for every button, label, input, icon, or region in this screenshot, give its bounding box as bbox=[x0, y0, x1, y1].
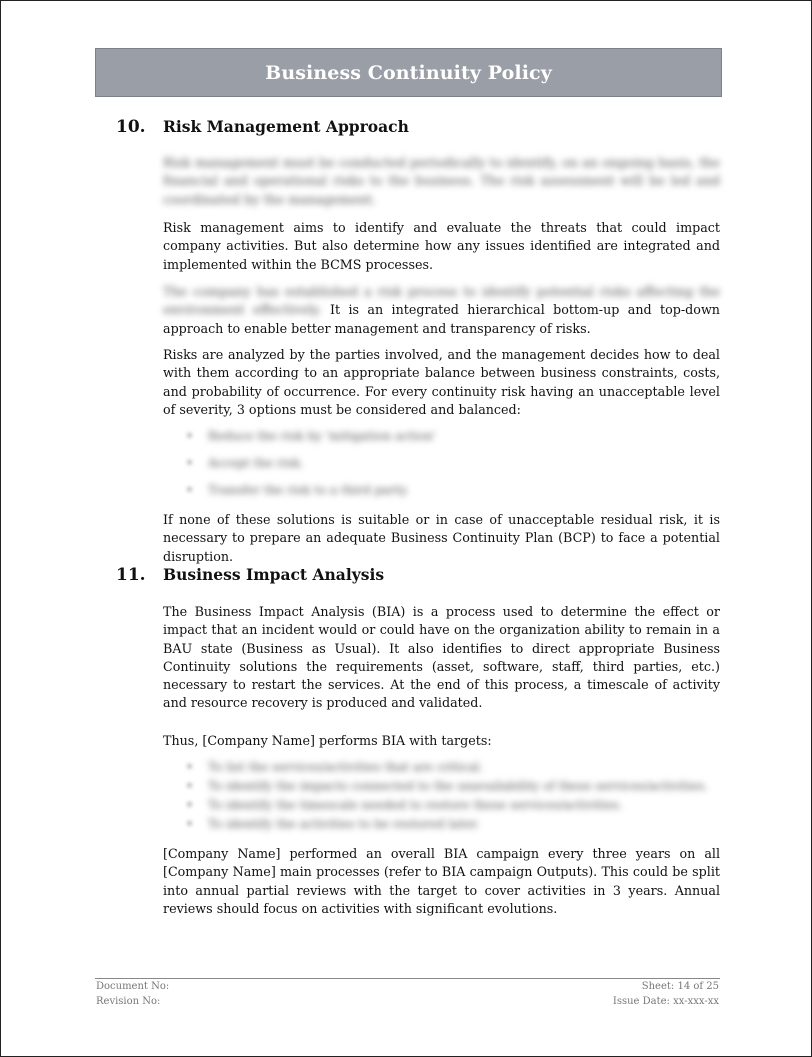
body-paragraph: The Business Impact Analysis (BIA) is a process used to determine the effect or impact that an incident would or could have on the organization ability to remain in a BAU state (Business as Usual). It also identifies to direct appropriate Business Continuity solutions the requirements (asset, software, staff, third parties, etc.) necessary to restart the services. At the end of this process, a timescale of activity and resource recovery is produced and validated. bbox=[163, 604, 720, 711]
blurred-bullet-list bbox=[186, 429, 716, 510]
blurred-paragraph: Risk management must be conducted periodically to identify, on an ongoing basis, the financial and operational risks to the business. The risk assessment will be led and coordinated by the management. bbox=[163, 155, 720, 207]
list-item: • To identify the activities to be restored later. bbox=[186, 817, 480, 831]
list-item: • To list the services/activities that are critical. bbox=[186, 760, 484, 774]
body-paragraph: Risks are analyzed by the parties involved, and the management decides how to deal with them according to an appropriate balance between business constraints, costs, and probability of occurrence. For every continuity risk having an unacceptable level of severity, 3 options must be considered and balanced: bbox=[163, 347, 720, 417]
blurred-text: The company has established a risk process to identify potential risks affecting the environment effectively. bbox=[163, 284, 720, 318]
section-number: 11. bbox=[116, 565, 146, 585]
body-paragraph: Risk management aims to identify and evaluate the threats that could impact company activities. But also determine how any issues identified are integrated and implemented within the BCMS processes. bbox=[163, 220, 720, 272]
body-paragraph: Thus, [Company Name] performs BIA with targets: bbox=[163, 733, 492, 748]
list-item: • Accept the risk. bbox=[186, 456, 304, 470]
visible-text: It is an integrated hierarchical bottom-up and top-down approach to enable better management and transparency of risks. bbox=[163, 302, 720, 336]
bullet-icon: • bbox=[186, 798, 194, 812]
list-item: • Transfer the risk to a third party. bbox=[186, 483, 410, 497]
bullet-icon: • bbox=[186, 817, 194, 831]
body-paragraph: [Company Name] performed an overall BIA campaign every three years on all [Company Name] main processes (refer to BIA campaign Outputs). This could be split into annual partial reviews with the target to cover activities in 3 years. Annual reviews should focus on activities with significant evolutions. bbox=[163, 846, 720, 916]
bullet-icon: • bbox=[186, 483, 194, 497]
footer-sheet-number: Sheet: 14 of 25 bbox=[641, 981, 719, 992]
list-item: • To identify the impacts connected to the unavailability of these services/activities. bbox=[186, 779, 708, 793]
bullet-icon: • bbox=[186, 456, 194, 470]
footer-revision-no: Revision No: bbox=[96, 996, 161, 1007]
blurred-bullet-list bbox=[186, 760, 716, 836]
bullet-icon: • bbox=[186, 760, 194, 774]
section-10-heading bbox=[116, 117, 409, 137]
list-item: • To identify the timescale needed to restore these services/activities. bbox=[186, 798, 623, 812]
body-paragraph: If none of these solutions is suitable or in case of unacceptable residual risk, it is necessary to prepare an adequate Business Continuity Plan (BCP) to face a potential disruption. bbox=[163, 512, 720, 564]
section-11-heading bbox=[116, 565, 384, 585]
section-title: Business Impact Analysis bbox=[163, 565, 385, 584]
footer-issue-date: Issue Date: xx-xxx-xx bbox=[612, 996, 719, 1007]
list-item: • Reduce the risk by 'mitigation action' bbox=[186, 429, 436, 443]
bullet-icon: • bbox=[186, 429, 194, 443]
section-title: Risk Management Approach bbox=[163, 117, 409, 136]
document-title: Business Continuity Policy bbox=[265, 61, 552, 84]
document-header-bar bbox=[95, 48, 722, 97]
section-number: 10. bbox=[116, 117, 146, 137]
body-paragraph-mixed bbox=[163, 283, 720, 338]
footer-document-no: Document No: bbox=[96, 981, 170, 992]
footer-divider bbox=[95, 978, 720, 979]
bullet-icon: • bbox=[186, 779, 194, 793]
